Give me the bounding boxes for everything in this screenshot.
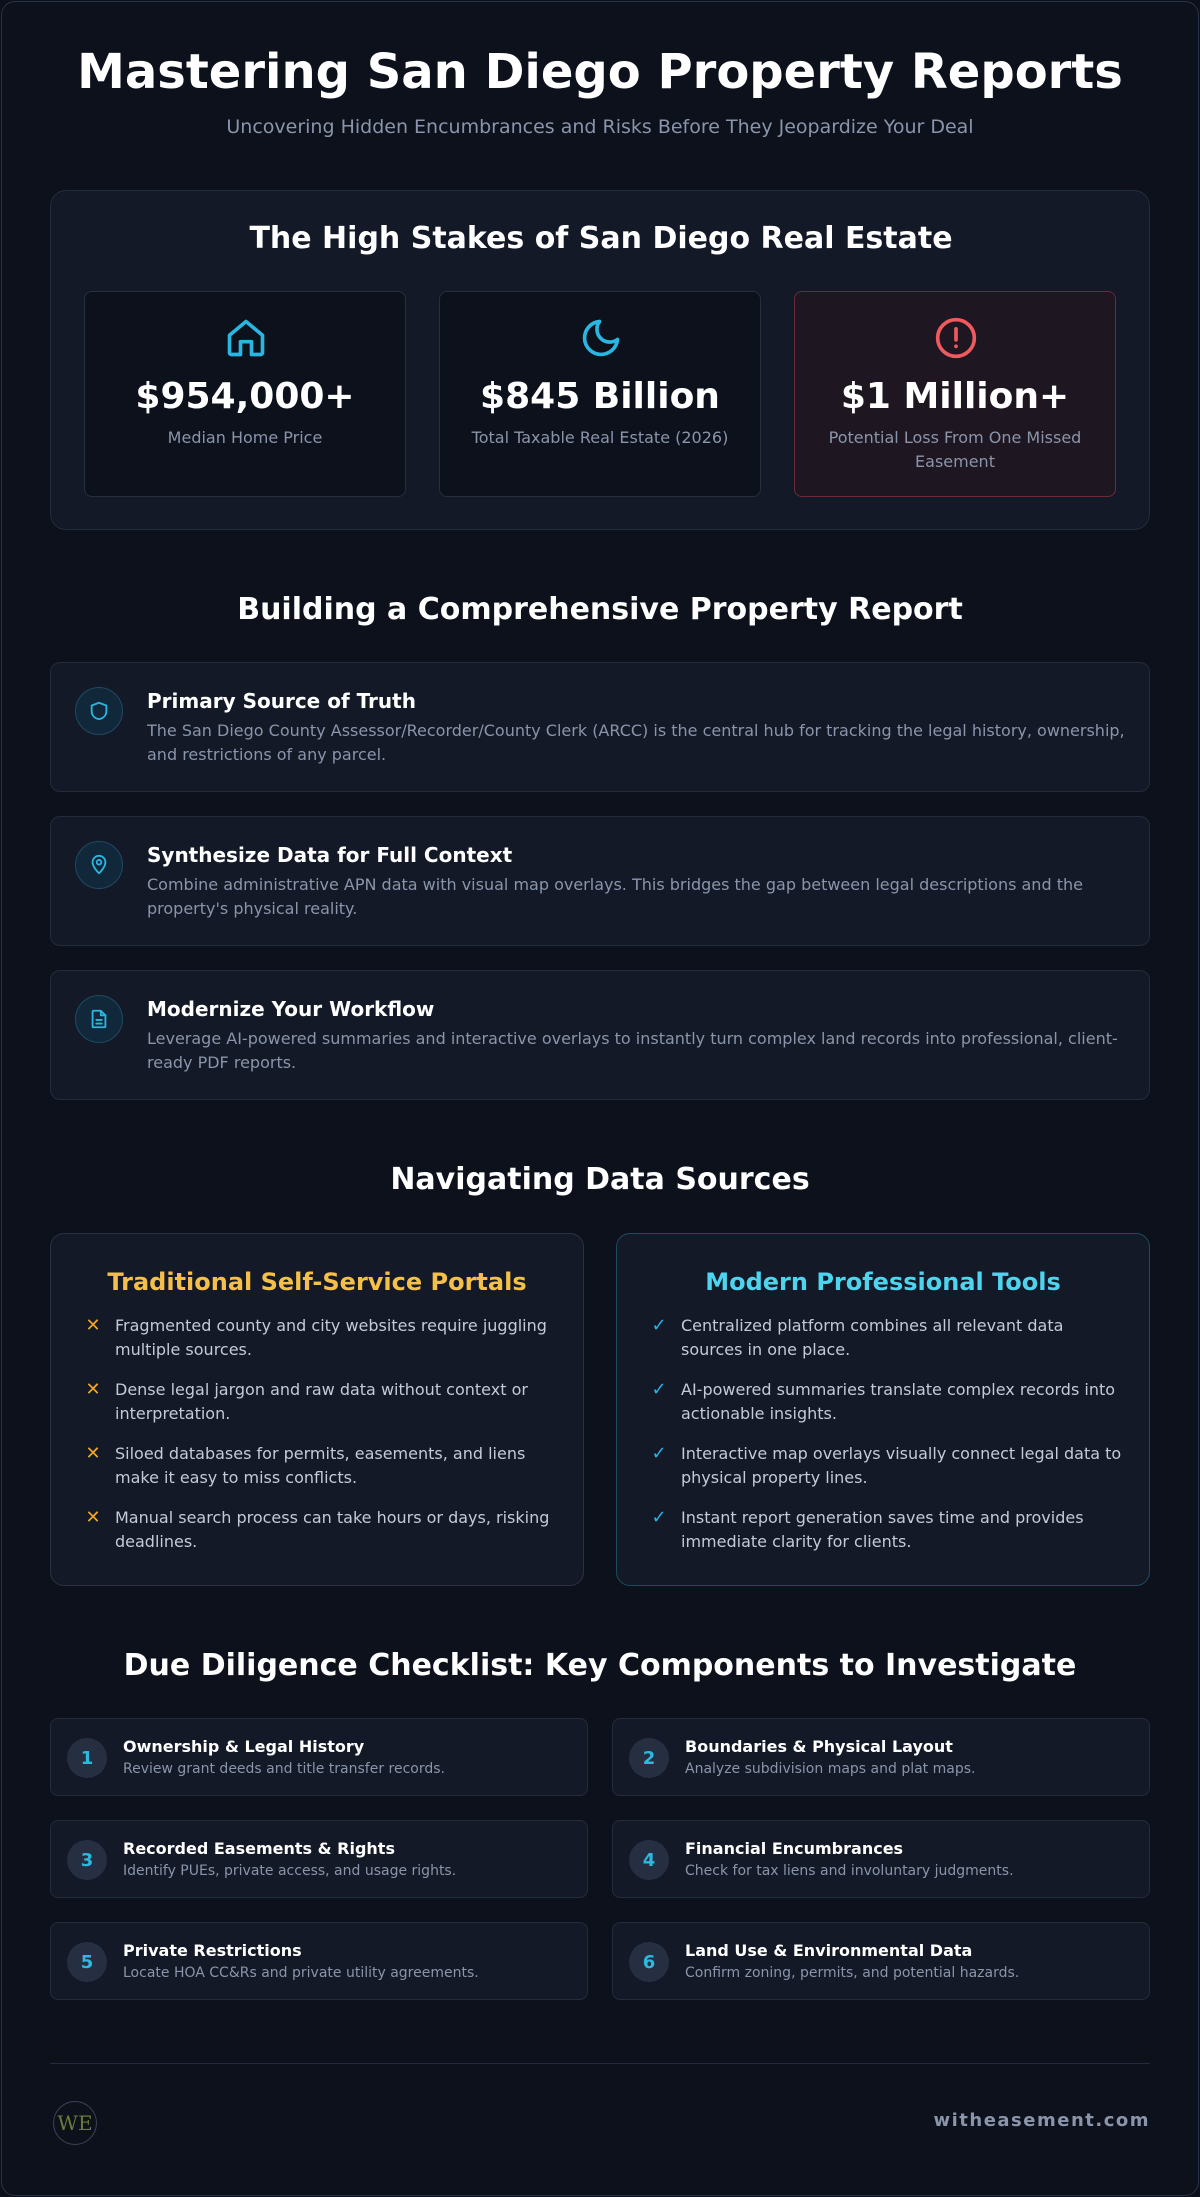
feature-title: Modernize Your Workflow (147, 997, 435, 1021)
stakes-panel (50, 190, 1150, 530)
checklist-item-description: Identify PUEs, private access, and usage rights. (123, 1863, 457, 1879)
document-icon (75, 995, 123, 1043)
stat-value: $1 Million+ (840, 376, 1070, 417)
checklist-item-description: Review grant deeds and title transfer records. (123, 1761, 445, 1777)
stat-label: Median Home Price (167, 428, 323, 447)
brand-logo[interactable]: WE (53, 2101, 97, 2145)
feature-card-primary-source (50, 662, 1150, 792)
list-item: ✓ Interactive map overlays visually connect legal data to physical property lines. (647, 1442, 1127, 1490)
checklist-item (50, 1922, 588, 2000)
page-title: Mastering San Diego Property Reports (77, 44, 1123, 100)
list-item: ✕ Manual search process can take hours or days, risking deadlines. (81, 1506, 561, 1554)
feature-card-synthesize-data (50, 816, 1150, 946)
checklist-item-title: Boundaries & Physical Layout (685, 1737, 953, 1756)
page-subtitle: Uncovering Hidden Encumbrances and Risks Before They Jeopardize Your Deal (226, 116, 974, 138)
footer-divider (50, 2063, 1150, 2064)
step-number: 5 (67, 1942, 107, 1982)
shield-icon (75, 687, 123, 735)
checklist-item (50, 1820, 588, 1898)
checklist-item-title: Recorded Easements & Rights (123, 1839, 395, 1858)
list-item: ✕ Siloed databases for permits, easements, and liens make it easy to miss conflicts. (81, 1442, 561, 1490)
step-number: 4 (629, 1840, 669, 1880)
checklist-item-title: Ownership & Legal History (123, 1737, 365, 1756)
checklist-item-title: Private Restrictions (123, 1941, 302, 1960)
list-item: ✓ Centralized platform combines all relevant data sources in one place. (647, 1314, 1127, 1362)
alert-circle-icon (934, 316, 978, 360)
checklist-item-description: Locate HOA CC&Rs and private utility agreements. (123, 1965, 479, 1981)
map-pin-icon (75, 841, 123, 889)
stat-card-potential-loss (794, 291, 1116, 497)
modern-tools-list (647, 1314, 1127, 1570)
checklist-item-description: Check for tax liens and involuntary judgments. (685, 1863, 1014, 1879)
feature-title: Primary Source of Truth (147, 689, 416, 713)
x-mark-icon: ✕ (85, 1443, 101, 1464)
checklist-item-description: Confirm zoning, permits, and potential hazards. (685, 1965, 1020, 1981)
footer-website-link[interactable]: witheasement.com (933, 2110, 1150, 2131)
stat-label: Potential Loss From One Missed Easement (828, 428, 1082, 471)
x-mark-icon: ✕ (85, 1507, 101, 1528)
stat-card-taxable-real-estate (439, 291, 761, 497)
stat-card-median-price (84, 291, 406, 497)
checklist-item-title: Financial Encumbrances (685, 1839, 904, 1858)
stakes-title: The High Stakes of San Diego Real Estate (249, 221, 953, 256)
check-icon: ✓ (651, 1379, 667, 1400)
step-number: 6 (629, 1942, 669, 1982)
home-icon (224, 316, 268, 360)
stat-label: Total Taxable Real Estate (2026) (471, 428, 729, 447)
feature-description: The San Diego County Assessor/Recorder/County Clerk (ARCC) is the central hub for tracking the legal history, ownership, and restrictions of any parcel. (147, 721, 1125, 764)
stat-value: $845 Billion (480, 376, 720, 417)
list-item: ✓ Instant report generation saves time and provides immediate clarity for clients. (647, 1506, 1127, 1554)
step-number: 3 (67, 1840, 107, 1880)
stat-value: $954,000+ (135, 376, 355, 417)
check-icon: ✓ (651, 1315, 667, 1336)
x-mark-icon: ✕ (85, 1379, 101, 1400)
checklist-section-title: Due Diligence Checklist: Key Components to Investigate (123, 1648, 1077, 1683)
check-icon: ✓ (651, 1507, 667, 1528)
traditional-portals-list (81, 1314, 561, 1570)
check-icon: ✓ (651, 1443, 667, 1464)
checklist-item (612, 1820, 1150, 1898)
checklist-item-description: Analyze subdivision maps and plat maps. (685, 1761, 976, 1777)
feature-description: Combine administrative APN data with visual map overlays. This bridges the gap between legal descriptions and the property's physical reality. (147, 875, 1083, 918)
sources-section-title: Navigating Data Sources (390, 1162, 810, 1197)
checklist-item-title: Land Use & Environmental Data (685, 1941, 973, 1960)
list-item: ✕ Dense legal jargon and raw data without context or interpretation. (81, 1378, 561, 1426)
feature-description: Leverage AI-powered summaries and interactive overlays to instantly turn complex land records into professional, client-ready PDF reports. (147, 1029, 1118, 1072)
modern-tools-card (616, 1233, 1150, 1586)
checklist-item (50, 1718, 588, 1796)
report-section-title: Building a Comprehensive Property Report (237, 592, 963, 627)
list-item: ✕ Fragmented county and city websites require juggling multiple sources. (81, 1314, 561, 1362)
step-number: 2 (629, 1738, 669, 1778)
checklist-item (612, 1718, 1150, 1796)
modern-tools-title: Modern Professional Tools (705, 1268, 1061, 1296)
moon-icon (579, 316, 623, 360)
x-mark-icon: ✕ (85, 1315, 101, 1336)
checklist-item (612, 1922, 1150, 2000)
feature-title: Synthesize Data for Full Context (147, 843, 513, 867)
traditional-portals-title: Traditional Self-Service Portals (107, 1268, 527, 1296)
step-number: 1 (67, 1738, 107, 1778)
list-item: ✓ AI-powered summaries translate complex records into actionable insights. (647, 1378, 1127, 1426)
traditional-portals-card (50, 1233, 584, 1586)
feature-card-modernize-workflow (50, 970, 1150, 1100)
